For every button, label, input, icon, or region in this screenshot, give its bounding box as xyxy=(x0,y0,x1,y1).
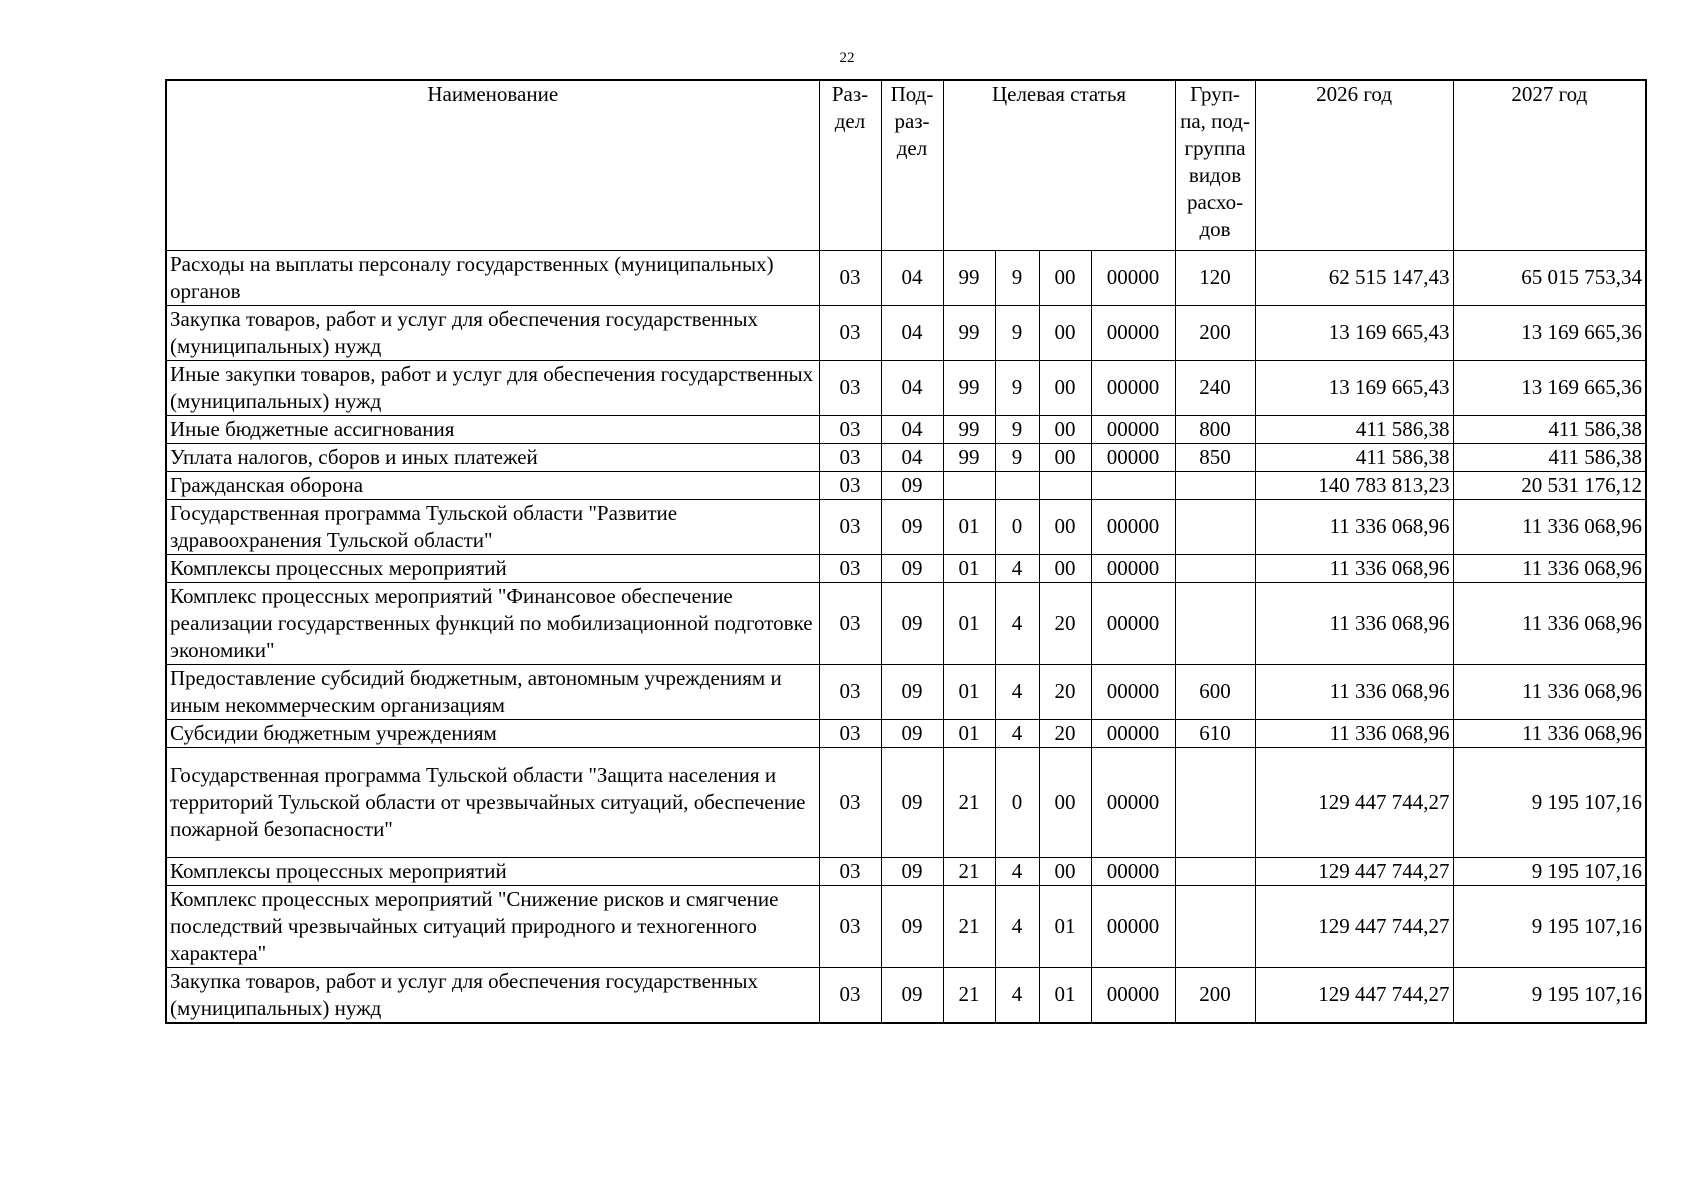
cell-expense-group: 200 xyxy=(1175,305,1255,360)
cell-name: Предоставление субсидий бюджетным, автономным учреждениям и иным некоммерческим организациям xyxy=(166,664,819,719)
cell-target-program: 99 xyxy=(943,250,995,305)
cell-expense-group: 240 xyxy=(1175,360,1255,415)
table-row xyxy=(166,471,1646,499)
header-section xyxy=(819,80,881,250)
cell-subsection: 04 xyxy=(881,360,943,415)
cell-target-type: 4 xyxy=(995,857,1039,885)
cell-target-direction: 00 xyxy=(1039,250,1091,305)
table-row xyxy=(166,443,1646,471)
table-row xyxy=(166,305,1646,360)
cell-subsection: 04 xyxy=(881,415,943,443)
cell-amount-2027: 9 195 107,16 xyxy=(1453,967,1646,1023)
cell-subsection: 09 xyxy=(881,719,943,747)
cell-target-code: 00000 xyxy=(1091,664,1175,719)
cell-expense-group: 200 xyxy=(1175,967,1255,1023)
cell-section: 03 xyxy=(819,967,881,1023)
cell-subsection: 09 xyxy=(881,664,943,719)
cell-amount-2026: 13 169 665,43 xyxy=(1255,305,1453,360)
cell-target-direction: 20 xyxy=(1039,582,1091,664)
cell-name: Иные бюджетные ассигнования xyxy=(166,415,819,443)
cell-amount-2026: 129 447 744,27 xyxy=(1255,857,1453,885)
cell-section: 03 xyxy=(819,360,881,415)
cell-target-direction: 20 xyxy=(1039,719,1091,747)
cell-target-program: 99 xyxy=(943,305,995,360)
cell-amount-2026: 140 783 813,23 xyxy=(1255,471,1453,499)
cell-section: 03 xyxy=(819,582,881,664)
table-row xyxy=(166,582,1646,664)
table-row xyxy=(166,857,1646,885)
cell-target-code: 00000 xyxy=(1091,747,1175,857)
header-target-article: Целевая статья xyxy=(943,80,1175,250)
cell-target-code: 00000 xyxy=(1091,360,1175,415)
cell-target-type: 9 xyxy=(995,443,1039,471)
cell-target-code: 00000 xyxy=(1091,967,1175,1023)
header-row xyxy=(166,80,1646,250)
cell-subsection: 09 xyxy=(881,499,943,554)
cell-target-type: 0 xyxy=(995,499,1039,554)
cell-target-type: 4 xyxy=(995,885,1039,967)
cell-target-type xyxy=(995,471,1039,499)
header-subsection-text: Под- раз- дел xyxy=(890,82,934,160)
cell-subsection: 04 xyxy=(881,250,943,305)
cell-name: Уплата налогов, сборов и иных платежей xyxy=(166,443,819,471)
cell-amount-2026: 411 586,38 xyxy=(1255,415,1453,443)
table-row xyxy=(166,967,1646,1023)
header-year-2027: 2027 год xyxy=(1453,80,1646,250)
cell-target-direction xyxy=(1039,471,1091,499)
cell-section: 03 xyxy=(819,499,881,554)
cell-subsection: 09 xyxy=(881,747,943,857)
table-row xyxy=(166,719,1646,747)
cell-amount-2027: 411 586,38 xyxy=(1453,443,1646,471)
cell-amount-2026: 11 336 068,96 xyxy=(1255,719,1453,747)
table-row xyxy=(166,885,1646,967)
header-expense-group-text: Груп- па, под- группа видов расхо- дов xyxy=(1180,82,1250,241)
cell-target-code: 00000 xyxy=(1091,415,1175,443)
cell-expense-group xyxy=(1175,857,1255,885)
cell-target-direction: 20 xyxy=(1039,664,1091,719)
cell-section: 03 xyxy=(819,305,881,360)
cell-target-code: 00000 xyxy=(1091,719,1175,747)
table-row xyxy=(166,250,1646,305)
cell-target-type: 4 xyxy=(995,664,1039,719)
cell-target-program xyxy=(943,471,995,499)
cell-section: 03 xyxy=(819,664,881,719)
cell-subsection: 09 xyxy=(881,885,943,967)
cell-target-program: 01 xyxy=(943,499,995,554)
cell-name: Государственная программа Тульской области "Защита населения и территорий Тульской области от чрезвычайных ситуаций, обеспечение пожарной безопасности" xyxy=(166,747,819,857)
cell-subsection: 09 xyxy=(881,582,943,664)
cell-expense-group xyxy=(1175,885,1255,967)
cell-target-program: 21 xyxy=(943,885,995,967)
cell-section: 03 xyxy=(819,471,881,499)
budget-table xyxy=(165,79,1647,1024)
cell-section: 03 xyxy=(819,885,881,967)
cell-expense-group: 610 xyxy=(1175,719,1255,747)
header-name: Наименование xyxy=(166,80,819,250)
cell-target-type: 9 xyxy=(995,415,1039,443)
cell-amount-2027: 11 336 068,96 xyxy=(1453,582,1646,664)
cell-amount-2027: 65 015 753,34 xyxy=(1453,250,1646,305)
cell-amount-2026: 411 586,38 xyxy=(1255,443,1453,471)
header-year-2026: 2026 год xyxy=(1255,80,1453,250)
cell-target-type: 9 xyxy=(995,360,1039,415)
cell-target-program: 21 xyxy=(943,967,995,1023)
cell-name: Комплекс процессных мероприятий "Снижение рисков и смягчение последствий чрезвычайных ситуаций природного и техногенного характера" xyxy=(166,885,819,967)
cell-name: Закупка товаров, работ и услуг для обеспечения государственных (муниципальных) нужд xyxy=(166,305,819,360)
cell-target-direction: 00 xyxy=(1039,857,1091,885)
cell-target-program: 01 xyxy=(943,582,995,664)
cell-name: Комплексы процессных мероприятий xyxy=(166,554,819,582)
cell-target-type: 9 xyxy=(995,305,1039,360)
cell-target-code: 00000 xyxy=(1091,857,1175,885)
cell-target-direction: 00 xyxy=(1039,415,1091,443)
cell-target-direction: 00 xyxy=(1039,305,1091,360)
cell-amount-2027: 20 531 176,12 xyxy=(1453,471,1646,499)
cell-expense-group xyxy=(1175,582,1255,664)
cell-amount-2027: 9 195 107,16 xyxy=(1453,885,1646,967)
cell-subsection: 09 xyxy=(881,967,943,1023)
cell-amount-2026: 13 169 665,43 xyxy=(1255,360,1453,415)
cell-target-type: 4 xyxy=(995,967,1039,1023)
cell-amount-2026: 129 447 744,27 xyxy=(1255,967,1453,1023)
cell-target-code: 00000 xyxy=(1091,499,1175,554)
cell-amount-2026: 11 336 068,96 xyxy=(1255,582,1453,664)
cell-target-type: 4 xyxy=(995,582,1039,664)
table-row xyxy=(166,360,1646,415)
cell-section: 03 xyxy=(819,719,881,747)
cell-expense-group: 120 xyxy=(1175,250,1255,305)
cell-target-direction: 00 xyxy=(1039,499,1091,554)
header-section-text: Раз- дел xyxy=(831,82,869,133)
cell-section: 03 xyxy=(819,857,881,885)
cell-target-direction: 01 xyxy=(1039,967,1091,1023)
cell-subsection: 09 xyxy=(881,554,943,582)
cell-subsection: 09 xyxy=(881,857,943,885)
cell-expense-group xyxy=(1175,554,1255,582)
cell-target-program: 01 xyxy=(943,664,995,719)
cell-amount-2027: 11 336 068,96 xyxy=(1453,499,1646,554)
cell-target-type: 9 xyxy=(995,250,1039,305)
cell-amount-2026: 129 447 744,27 xyxy=(1255,747,1453,857)
header-expense-group xyxy=(1175,80,1255,250)
cell-name: Комплексы процессных мероприятий xyxy=(166,857,819,885)
cell-amount-2027: 9 195 107,16 xyxy=(1453,747,1646,857)
cell-amount-2027: 11 336 068,96 xyxy=(1453,664,1646,719)
cell-expense-group: 850 xyxy=(1175,443,1255,471)
cell-name: Субсидии бюджетным учреждениям xyxy=(166,719,819,747)
cell-target-type: 4 xyxy=(995,719,1039,747)
cell-target-program: 21 xyxy=(943,857,995,885)
cell-target-program: 99 xyxy=(943,443,995,471)
cell-target-direction: 00 xyxy=(1039,360,1091,415)
cell-section: 03 xyxy=(819,250,881,305)
cell-amount-2026: 11 336 068,96 xyxy=(1255,664,1453,719)
cell-subsection: 09 xyxy=(881,471,943,499)
cell-subsection: 04 xyxy=(881,443,943,471)
page-number: 22 xyxy=(839,50,855,66)
cell-section: 03 xyxy=(819,415,881,443)
cell-amount-2027: 13 169 665,36 xyxy=(1453,305,1646,360)
cell-target-type: 4 xyxy=(995,554,1039,582)
cell-amount-2027: 9 195 107,16 xyxy=(1453,857,1646,885)
cell-section: 03 xyxy=(819,554,881,582)
table-row xyxy=(166,415,1646,443)
cell-target-code: 00000 xyxy=(1091,885,1175,967)
cell-amount-2027: 11 336 068,96 xyxy=(1453,719,1646,747)
cell-target-program: 99 xyxy=(943,360,995,415)
cell-name: Гражданская оборона xyxy=(166,471,819,499)
cell-target-code: 00000 xyxy=(1091,443,1175,471)
cell-name: Иные закупки товаров, работ и услуг для обеспечения государственных (муниципальных) нужд xyxy=(166,360,819,415)
cell-amount-2026: 11 336 068,96 xyxy=(1255,554,1453,582)
cell-expense-group: 800 xyxy=(1175,415,1255,443)
cell-expense-group: 600 xyxy=(1175,664,1255,719)
cell-target-type: 0 xyxy=(995,747,1039,857)
cell-target-code: 00000 xyxy=(1091,250,1175,305)
cell-target-direction: 00 xyxy=(1039,747,1091,857)
table-body xyxy=(166,250,1646,1023)
cell-expense-group xyxy=(1175,747,1255,857)
cell-expense-group xyxy=(1175,499,1255,554)
cell-name: Комплекс процессных мероприятий "Финансовое обеспечение реализации государственных функций по мобилизационной подготовке экономики" xyxy=(166,582,819,664)
cell-section: 03 xyxy=(819,747,881,857)
cell-name: Расходы на выплаты персоналу государственных (муниципальных) органов xyxy=(166,250,819,305)
cell-amount-2027: 11 336 068,96 xyxy=(1453,554,1646,582)
cell-target-code: 00000 xyxy=(1091,305,1175,360)
cell-name: Государственная программа Тульской области "Развитие здравоохранения Тульской области" xyxy=(166,499,819,554)
cell-name: Закупка товаров, работ и услуг для обеспечения государственных (муниципальных) нужд xyxy=(166,967,819,1023)
cell-target-code xyxy=(1091,471,1175,499)
cell-target-program: 01 xyxy=(943,554,995,582)
table-row xyxy=(166,554,1646,582)
table-row xyxy=(166,747,1646,857)
cell-amount-2026: 129 447 744,27 xyxy=(1255,885,1453,967)
cell-target-direction: 00 xyxy=(1039,554,1091,582)
cell-section: 03 xyxy=(819,443,881,471)
cell-amount-2026: 62 515 147,43 xyxy=(1255,250,1453,305)
cell-amount-2027: 13 169 665,36 xyxy=(1453,360,1646,415)
cell-target-code: 00000 xyxy=(1091,554,1175,582)
cell-target-program: 99 xyxy=(943,415,995,443)
table-row xyxy=(166,664,1646,719)
cell-amount-2027: 411 586,38 xyxy=(1453,415,1646,443)
cell-amount-2026: 11 336 068,96 xyxy=(1255,499,1453,554)
cell-expense-group xyxy=(1175,471,1255,499)
cell-subsection: 04 xyxy=(881,305,943,360)
cell-target-code: 00000 xyxy=(1091,582,1175,664)
cell-target-program: 01 xyxy=(943,719,995,747)
cell-target-program: 21 xyxy=(943,747,995,857)
header-subsection xyxy=(881,80,943,250)
cell-target-direction: 00 xyxy=(1039,443,1091,471)
table-row xyxy=(166,499,1646,554)
cell-target-direction: 01 xyxy=(1039,885,1091,967)
